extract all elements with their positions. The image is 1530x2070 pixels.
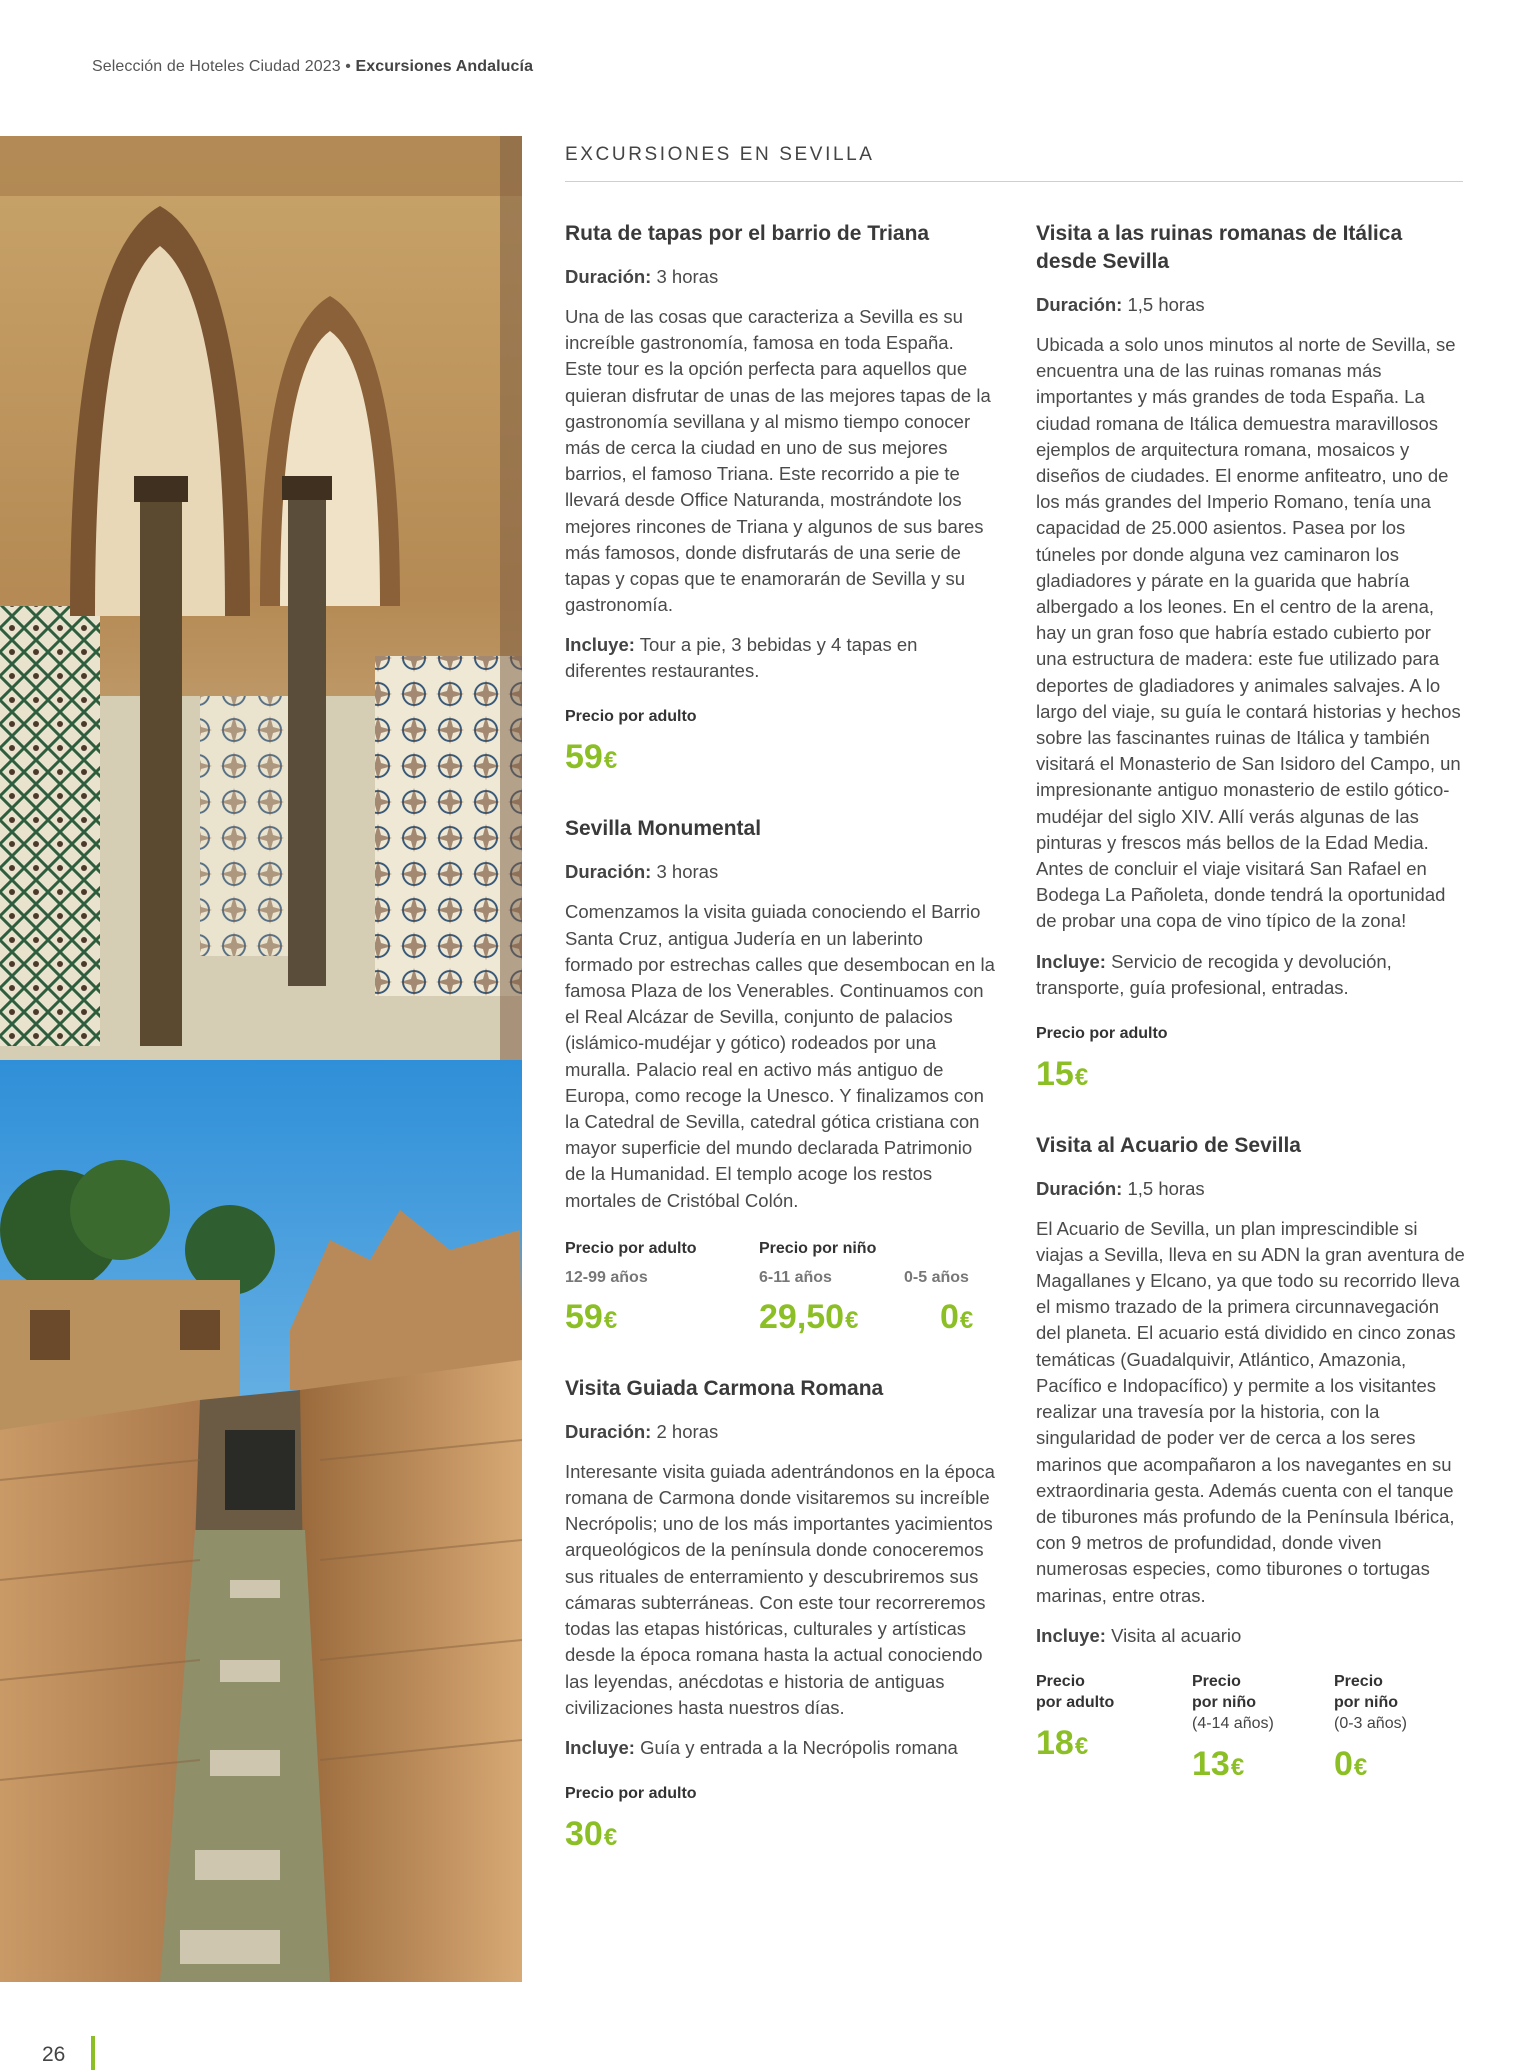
tour-description: Comenzamos la visita guiada conociendo el Barrio Santa Cruz, antigua Judería en un laberinto formado por estrechas calles que desembocan en la famosa Plaza de los Venerables. Continuamos con el Real Alcázar de Sevilla, conjunto de palacios (islámico-mudéjar y gótico) rodeados por una muralla. Palacio real en activo más antiguo de Europa, como recoge la Unesco. Y finalizamos con la Catedral de Sevilla, catedral gótica cristiana con mayor superficie del mundo declarada Patrimonio de la Humanidad. El templo acoge los restos mortales de Cristóbal Colón. (565, 901, 995, 1211)
tour-duration: Duración: 3 horas (565, 266, 719, 287)
section-divider (565, 181, 1463, 182)
tour-description: Una de las cosas que caracteriza a Sevilla es su increíble gastronomía, famosa en toda España. Este tour es la opción perfecta para aquellos que quieran disfrutar de unas de las mejores tapas de la gastronomía sevillana y al mismo tiempo conocer más de cerca la ciudad en uno de sus mejores barrios, el famoso Triana. Este recorrido a pie te llevará desde Office Naturanda, mostrándote los mejores rincones de Triana y algunos de sus bares más famosos, donde disfrutarás de una serie de tapas y copas que te enamorarán de Sevilla y su gastronomía. (565, 306, 991, 616)
tour-title: Visita al Acuario de Sevilla (1036, 1133, 1301, 1157)
price-label: Precio por adulto (565, 708, 697, 726)
price-child-block-2: Precio por niño (0-3 años) 0€ (1334, 1672, 1407, 1783)
tour-duration: Duración: 2 horas (565, 1420, 719, 1442)
price-child-block-1: Precio por niño (4-14 años) 13€ (1192, 1672, 1274, 1783)
tour-duration: Duración: 1,5 horas (1036, 1177, 1205, 1199)
tour-description: Interesante visita guiada adentrándonos en la época romana de Carmona donde visitaremos su increíble Necrópolis; uno de los más importantes yacimientos arqueológicos de la península donde conoceremos sus rituales de enterramiento y descubriremos sus cámaras subterráneas. Con este tour recorreremos todas las etapas históricas, culturales y artísticas desde la época romana hasta la actual conociendo las leyendas, anécdotas e historia de antiguas civilizaciones hasta nuestros días. (565, 1460, 995, 1718)
tour-title: Sevilla Monumental (565, 817, 762, 841)
italica-ruins-photo (0, 1060, 522, 1982)
tour-duration: Duración: 1,5 horas (1036, 294, 1205, 315)
price-adult: 15€ (1036, 1054, 1089, 1093)
tour-title: Ruta de tapas por el barrio de Triana (565, 222, 930, 245)
tour-description: El Acuario de Sevilla, un plan imprescindible si viajas a Sevilla, lleva en su ADN la gran aventura de Magallanes y Elcano, ya que todo su recorrido lleva el mismo trazado de la primera circunnavegación del planeta. El acuario está dividido en cinco zonas temáticas (Guadalquivir, Atlántico, Amazonia, Pacífico e Indopacífico) y permite a los visitantes realizar una travesía por la historia, con la singularidad de poder ver de cerca a los seres marinos que acompañaron a los navegantes en su extraordinaria gesta. Además cuenta con el tanque de tiburones más profundo de la Península Ibérica, con 9 metros de profundidad, donde viven numerosas especies, como tiburones o tortugas marinas, entre otras. (1036, 1217, 1465, 1606)
left-column (565, 220, 995, 1892)
price-table (1036, 1671, 1466, 1788)
tour-italica (1036, 220, 1466, 1098)
price-adult: 30€ (565, 1814, 618, 1853)
tour-includes: Incluye: Visita al acuario (1036, 1624, 1242, 1646)
header-section: Excursiones Andalucía (355, 58, 534, 75)
page-number: 26 (42, 2043, 66, 2066)
tour-acuario (1036, 1132, 1466, 1788)
tour-duration: Duración: 3 horas (565, 861, 719, 883)
price-label: Precio por adulto (1036, 1024, 1168, 1042)
running-header (92, 58, 533, 76)
tour-sevilla-monumental (565, 815, 995, 1340)
right-column (1036, 220, 1466, 1822)
price-label: Precio por adulto (565, 1784, 697, 1802)
price-adult-block: Precio por adulto 18€ (1036, 1672, 1115, 1762)
tour-includes: Incluye: Servicio de recogida y devolución, transporte, guía profesional, entradas. (1036, 950, 1392, 998)
catalog-name: Selección de Hoteles Ciudad 2023 (92, 58, 341, 75)
section-title: EXCURSIONES EN SEVILLA (565, 144, 875, 165)
page-number-accent (91, 2036, 95, 2070)
price-child-block-1: Precio por niño 6-11 años 29,50€ (759, 1239, 877, 1336)
header-separator: • (340, 58, 356, 75)
price-adult: 59€ (565, 738, 618, 777)
tour-includes: Incluye: Guía y entrada a la Necrópolis romana (565, 1736, 958, 1758)
tour-title: Visita Guiada Carmona Romana (565, 1376, 884, 1400)
tour-carmona-romana (565, 1375, 995, 1858)
price-adult-block: Precio por adulto 12-99 años 59€ (565, 1239, 697, 1336)
tour-includes: Incluye: Tour a pie, 3 bebidas y 4 tapas en diferentes restaurantes. (565, 634, 918, 682)
tour-title: Visita a las ruinas romanas de Itálica desde Sevilla (1036, 222, 1403, 273)
price-child-block-2: 0-5 años 0€ (904, 1268, 974, 1336)
tour-triana-tapas (565, 220, 995, 781)
tour-description: Ubicada a solo unos minutos al norte de Sevilla, se encuentra una de las ruinas romanas más importantes y más grandes de toda España. La ciudad romana de Itálica demuestra maravillosos ejemplos de arquitectura romana, mosaicos y diseños de ciudades. El enorme anfiteatro, uno de los más grandes del Imperio Romano, tenía una capacidad de 25.000 asientos. Pasea por los túneles por donde alguna vez caminaron los gladiadores y párate en la guarida que habría albergado a los leones. En el centro de la arena, hay un gran foso que habría estado cubierto por una estructura de madera: este fue utilizado para deportes de gladiadores y animales salvajes. A lo largo del viaje, su guía le contará historias y hechos sobre las fascinantes ruinas de Itálica y también visitará el Monasterio de San Isidoro del Campo, un impresionante antiguo monasterio de estilo gótico-mudéjar del siglo XIV. Allí verás algunas de las pinturas y frescos más bellos de la Edad Media. Antes de concluir el viaje visitará San Rafael en Bodega La Pañoleta, donde tendrá la oportunidad de probar una copa de vino típico de la zona! (1036, 334, 1461, 932)
price-table (565, 1238, 995, 1341)
alcazar-arches-photo (0, 136, 522, 1060)
